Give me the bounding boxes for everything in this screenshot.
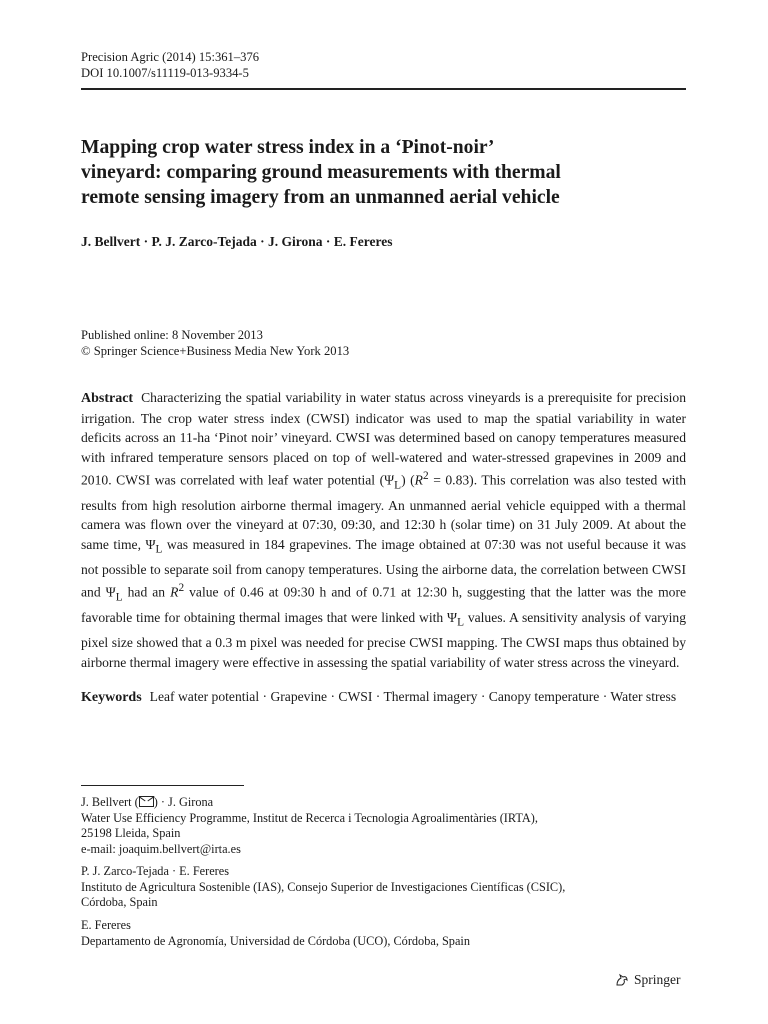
abstract-text: Characterizing the spatial variability in water status across vineyards is a prerequisite for precision irrigation. The crop water stress index (CWSI) indicator was used to map the spatial variability in water deficits across an 11-ha ‘Pinot noir’ vineyard. CWSI was determined based on canopy temperatures measured with infrared temperature sensors placed on top of well-watered and water-stressed grapevines in 2009 and 2010. CWSI was correlated with leaf water potential ( xyxy=(81,390,686,488)
journal-citation: Precision Agric (2014) 15:361–376 xyxy=(81,50,260,64)
r-symbol: R xyxy=(170,585,179,600)
email-link[interactable]: e-mail: joaquim.bellvert@irta.es xyxy=(81,841,241,856)
affiliation-2 xyxy=(81,864,686,911)
psi-symbol: Ψ xyxy=(145,536,156,552)
title-line-3: remote sensing imagery from an unmanned aerial vehicle xyxy=(81,187,560,208)
published-online: Published online: 8 November 2013 xyxy=(81,328,263,342)
affiliation-names-text: J. Bellvert ( xyxy=(81,795,139,809)
doi: DOI 10.1007/s11119-013-9334-5 xyxy=(81,66,249,80)
header-rule xyxy=(81,88,686,90)
abstract-text: = 0.83). This correlation was also tested with results from high resolution airborne thermal imagery. An unmanned aerial vehicle equipped with a thermal camera was flown over the vineyard at 07:30, 09:30, and 12:30 h (solar time) on 31 July 2009. At about the same time, xyxy=(81,472,687,552)
abstract-text: ) ( xyxy=(401,472,415,488)
affiliation-names: P. J. Zarco-Tejada · E. Fereres xyxy=(81,864,230,878)
abstract-text: value of 0.46 at 09:30 h and of 0.71 at 12:30 h, suggesting that the latter was the more favorable time for obtaining thermal images that were linked with xyxy=(81,585,687,626)
r-superscript: 2 xyxy=(178,582,185,595)
title-line-2: vineyard: comparing ground measurements with thermal xyxy=(81,162,561,183)
abstract-text: values. A sensitivity analysis of varying pixel size showed that a 0.3 m pixel was needed for precise CWSI mapping. The CWSI maps thus obtained by airborne thermal imagery were effective in assessing the spatial variability of water stress across the vineyard. xyxy=(81,610,686,670)
publication-info xyxy=(81,327,349,359)
keywords-heading: Keywords xyxy=(81,690,142,705)
abstract-text: had an xyxy=(122,585,171,600)
abstract-heading: Abstract xyxy=(81,391,134,406)
envelope-icon xyxy=(139,796,154,807)
affiliation-names: E. Fereres xyxy=(81,918,131,932)
springer-horse-icon xyxy=(614,972,630,988)
paper-title xyxy=(81,135,691,210)
footnote-rule xyxy=(81,785,244,786)
copyright: © Springer Science+Business Media New York 2013 xyxy=(81,344,350,358)
title-line-1: Mapping crop water stress index in a ‘Pinot-noir’ xyxy=(81,137,495,158)
abstract-text: was measured in 184 grapevines. The image obtained at 07:30 was not useful because it was not possible to separate soil from canopy temperatures. Using the airborne data, the correlation between CWSI and xyxy=(81,536,686,600)
r-symbol: R xyxy=(414,472,423,488)
r-superscript: 2 xyxy=(422,470,429,482)
affiliation-names-text: ) · J. Girona xyxy=(153,795,214,809)
journal-header xyxy=(81,49,259,81)
keywords xyxy=(81,687,686,707)
psi-subscript: L xyxy=(155,543,163,556)
publisher-logo xyxy=(614,972,681,988)
psi-symbol: Ψ xyxy=(447,610,458,626)
psi-symbol: Ψ xyxy=(105,585,116,600)
psi-subscript: L xyxy=(457,616,464,629)
affiliation-line: Instituto de Agricultura Sostenible (IAS), Consejo Superior de Investigaciones Científicas (CSIC), xyxy=(81,879,566,894)
affiliation-names xyxy=(81,795,686,811)
affiliation-3 xyxy=(81,918,686,949)
affiliation-line: Córdoba, Spain xyxy=(81,895,158,910)
abstract xyxy=(81,388,686,672)
affiliation-line: Departamento de Agronomía, Universidad de Córdoba (UCO), Córdoba, Spain xyxy=(81,933,470,948)
psi-subscript: L xyxy=(394,479,402,492)
affiliation-line: Water Use Efficiency Programme, Institut de Recerca i Tecnologia Agroalimentàries (IRTA), xyxy=(81,810,538,825)
psi-symbol: Ψ xyxy=(384,472,395,488)
authors: J. Bellvert · P. J. Zarco-Tejada · J. Girona · E. Fereres xyxy=(81,234,393,249)
affiliation-line: 25198 Lleida, Spain xyxy=(81,826,181,841)
affiliation-1 xyxy=(81,795,686,857)
keywords-text: Leaf water potential · Grapevine · CWSI · Thermal imagery · Canopy temperature · Water stress xyxy=(149,689,677,704)
publisher-name: Springer xyxy=(634,972,681,987)
psi-subscript: L xyxy=(115,591,123,604)
